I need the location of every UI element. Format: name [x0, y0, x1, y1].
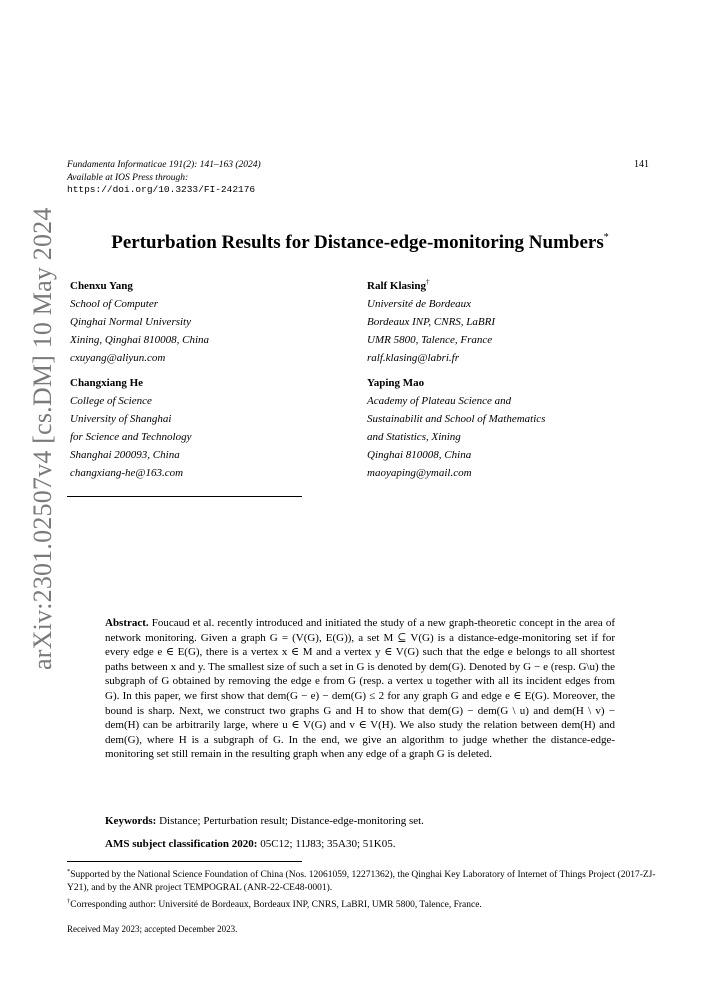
author-affiliation: and Statistics, Xining: [367, 431, 461, 443]
author-block-3: [70, 370, 191, 482]
author-email[interactable]: maoyaping@ymail.com: [367, 467, 472, 479]
abstract: [105, 616, 615, 762]
ams-classification: [105, 838, 615, 850]
author-email[interactable]: cxuyang@aliyun.com: [70, 352, 166, 364]
author-affiliation: Bordeaux INP, CNRS, LaBRI: [367, 316, 496, 328]
doi-link[interactable]: https://doi.org/10.3233/FI-242176: [67, 184, 256, 195]
author-affiliation: University of Shanghai: [70, 413, 172, 425]
journal-header: [67, 159, 261, 197]
keywords: [105, 815, 615, 827]
author-affiliation: Academy of Plateau Science and: [367, 395, 512, 407]
author-name: Yaping Mao: [367, 377, 425, 389]
title-footnote-mark: *: [603, 232, 609, 243]
footnote-funding: *Supported by the National Science Foundation of China (Nos. 12061059, 12271362), the Qinghai Key Laboratory of Internet of Things Project (2017-ZJ-Y21), and by the ANR project TEMPOGRAL (ANR-22-CE48-0001).: [67, 868, 656, 893]
author-affiliation: Université de Bordeaux: [367, 298, 472, 310]
author-affiliation: Shanghai 200093, China: [70, 449, 180, 461]
keywords-label: Keywords:: [105, 815, 157, 827]
author-affiliation: UMR 5800, Talence, France: [367, 334, 493, 346]
footnote-corresponding: †Corresponding author: Université de Bordeaux, Bordeaux INP, CNRS, LaBRI, UMR 5800, Talence, France.: [67, 898, 482, 910]
journal-citation: Fundamenta Informaticae 191(2): 141–163 (2024): [67, 160, 261, 170]
page-number: 141: [634, 159, 649, 170]
author-footnote-mark: †: [425, 278, 430, 286]
author-name: Changxiang He: [70, 377, 144, 389]
author-name: Ralf Klasing†: [367, 278, 430, 292]
author-email[interactable]: changxiang-he@163.com: [70, 467, 184, 479]
section-divider: [67, 496, 302, 497]
author-affiliation: Xining, Qinghai 810008, China: [70, 334, 210, 346]
ams-text: 05C12; 11J83; 35A30; 51K05.: [260, 838, 396, 850]
author-affiliation: Qinghai Normal University: [70, 316, 191, 328]
received-date: Received May 2023; accepted December 2023.: [67, 924, 238, 934]
author-affiliation: for Science and Technology: [70, 431, 192, 443]
author-affiliation: Qinghai 810008, China: [367, 449, 472, 461]
author-affiliation: College of Science: [70, 395, 152, 407]
footnotes: [67, 865, 657, 912]
footnote-divider: [67, 861, 302, 862]
abstract-text: Foucaud et al. recently introduced and initiated the study of a new graph-theoretic concept in the area of network monitoring. Given a graph G = (V(G), E(G)), a set M ⊆ V(G) is a distance-edge-monitoring set if for every edge e ∈ E(G), there is a vertex x ∈ M and a vertex y ∈ V(G) such that the edge e belongs to all shortest paths between x and y. The smallest size of such a set in G is denoted by dem(G). Denoted by G − e (resp. G\u) the subgraph of G obtained by removing the edge e from G (resp. a vertex u together with all its incident edges from G). In this paper, we first show that dem(G − e) − dem(G) ≤ 2 for any graph G and edge e ∈ E(G). Moreover, the bound is sharp. Next, we construct two graphs G and H to show that dem(G) − dem(G \ u) and dem(H \ v) − dem(H) can be arbitrarily large, where u ∈ V(G) and v ∈ V(H). We also study the relation between dem(H) and dem(G), where H is a subgraph of G. In the end, we give an algorithm to judge whether the distance-edge-monitoring set still remain in the resulting graph when any edge of a graph G is deleted.: [105, 617, 616, 761]
author-email[interactable]: ralf.klasing@labri.fr: [367, 352, 460, 364]
journal-availability: Available at IOS Press through:: [67, 172, 189, 183]
author-block-1: [70, 273, 209, 367]
paper-title: [0, 232, 720, 254]
author-block-2: [367, 273, 495, 367]
arxiv-stamp: [28, 200, 57, 670]
author-affiliation: Sustainabilit and School of Mathematics: [367, 413, 546, 425]
author-block-4: [367, 370, 545, 482]
paper-title-text: Perturbation Results for Distance-edge-monitoring Numbers: [111, 232, 604, 253]
ams-label: AMS subject classification 2020:: [105, 838, 258, 850]
arxiv-stamp-text: arXiv:2301.02507v4 [cs.DM] 10 May 2024: [28, 207, 57, 670]
author-affiliation: School of Computer: [70, 298, 158, 310]
abstract-label: Abstract.: [105, 617, 149, 629]
keywords-text: Distance; Perturbation result; Distance-edge-monitoring set.: [159, 815, 424, 827]
author-name: Chenxu Yang: [70, 280, 133, 292]
